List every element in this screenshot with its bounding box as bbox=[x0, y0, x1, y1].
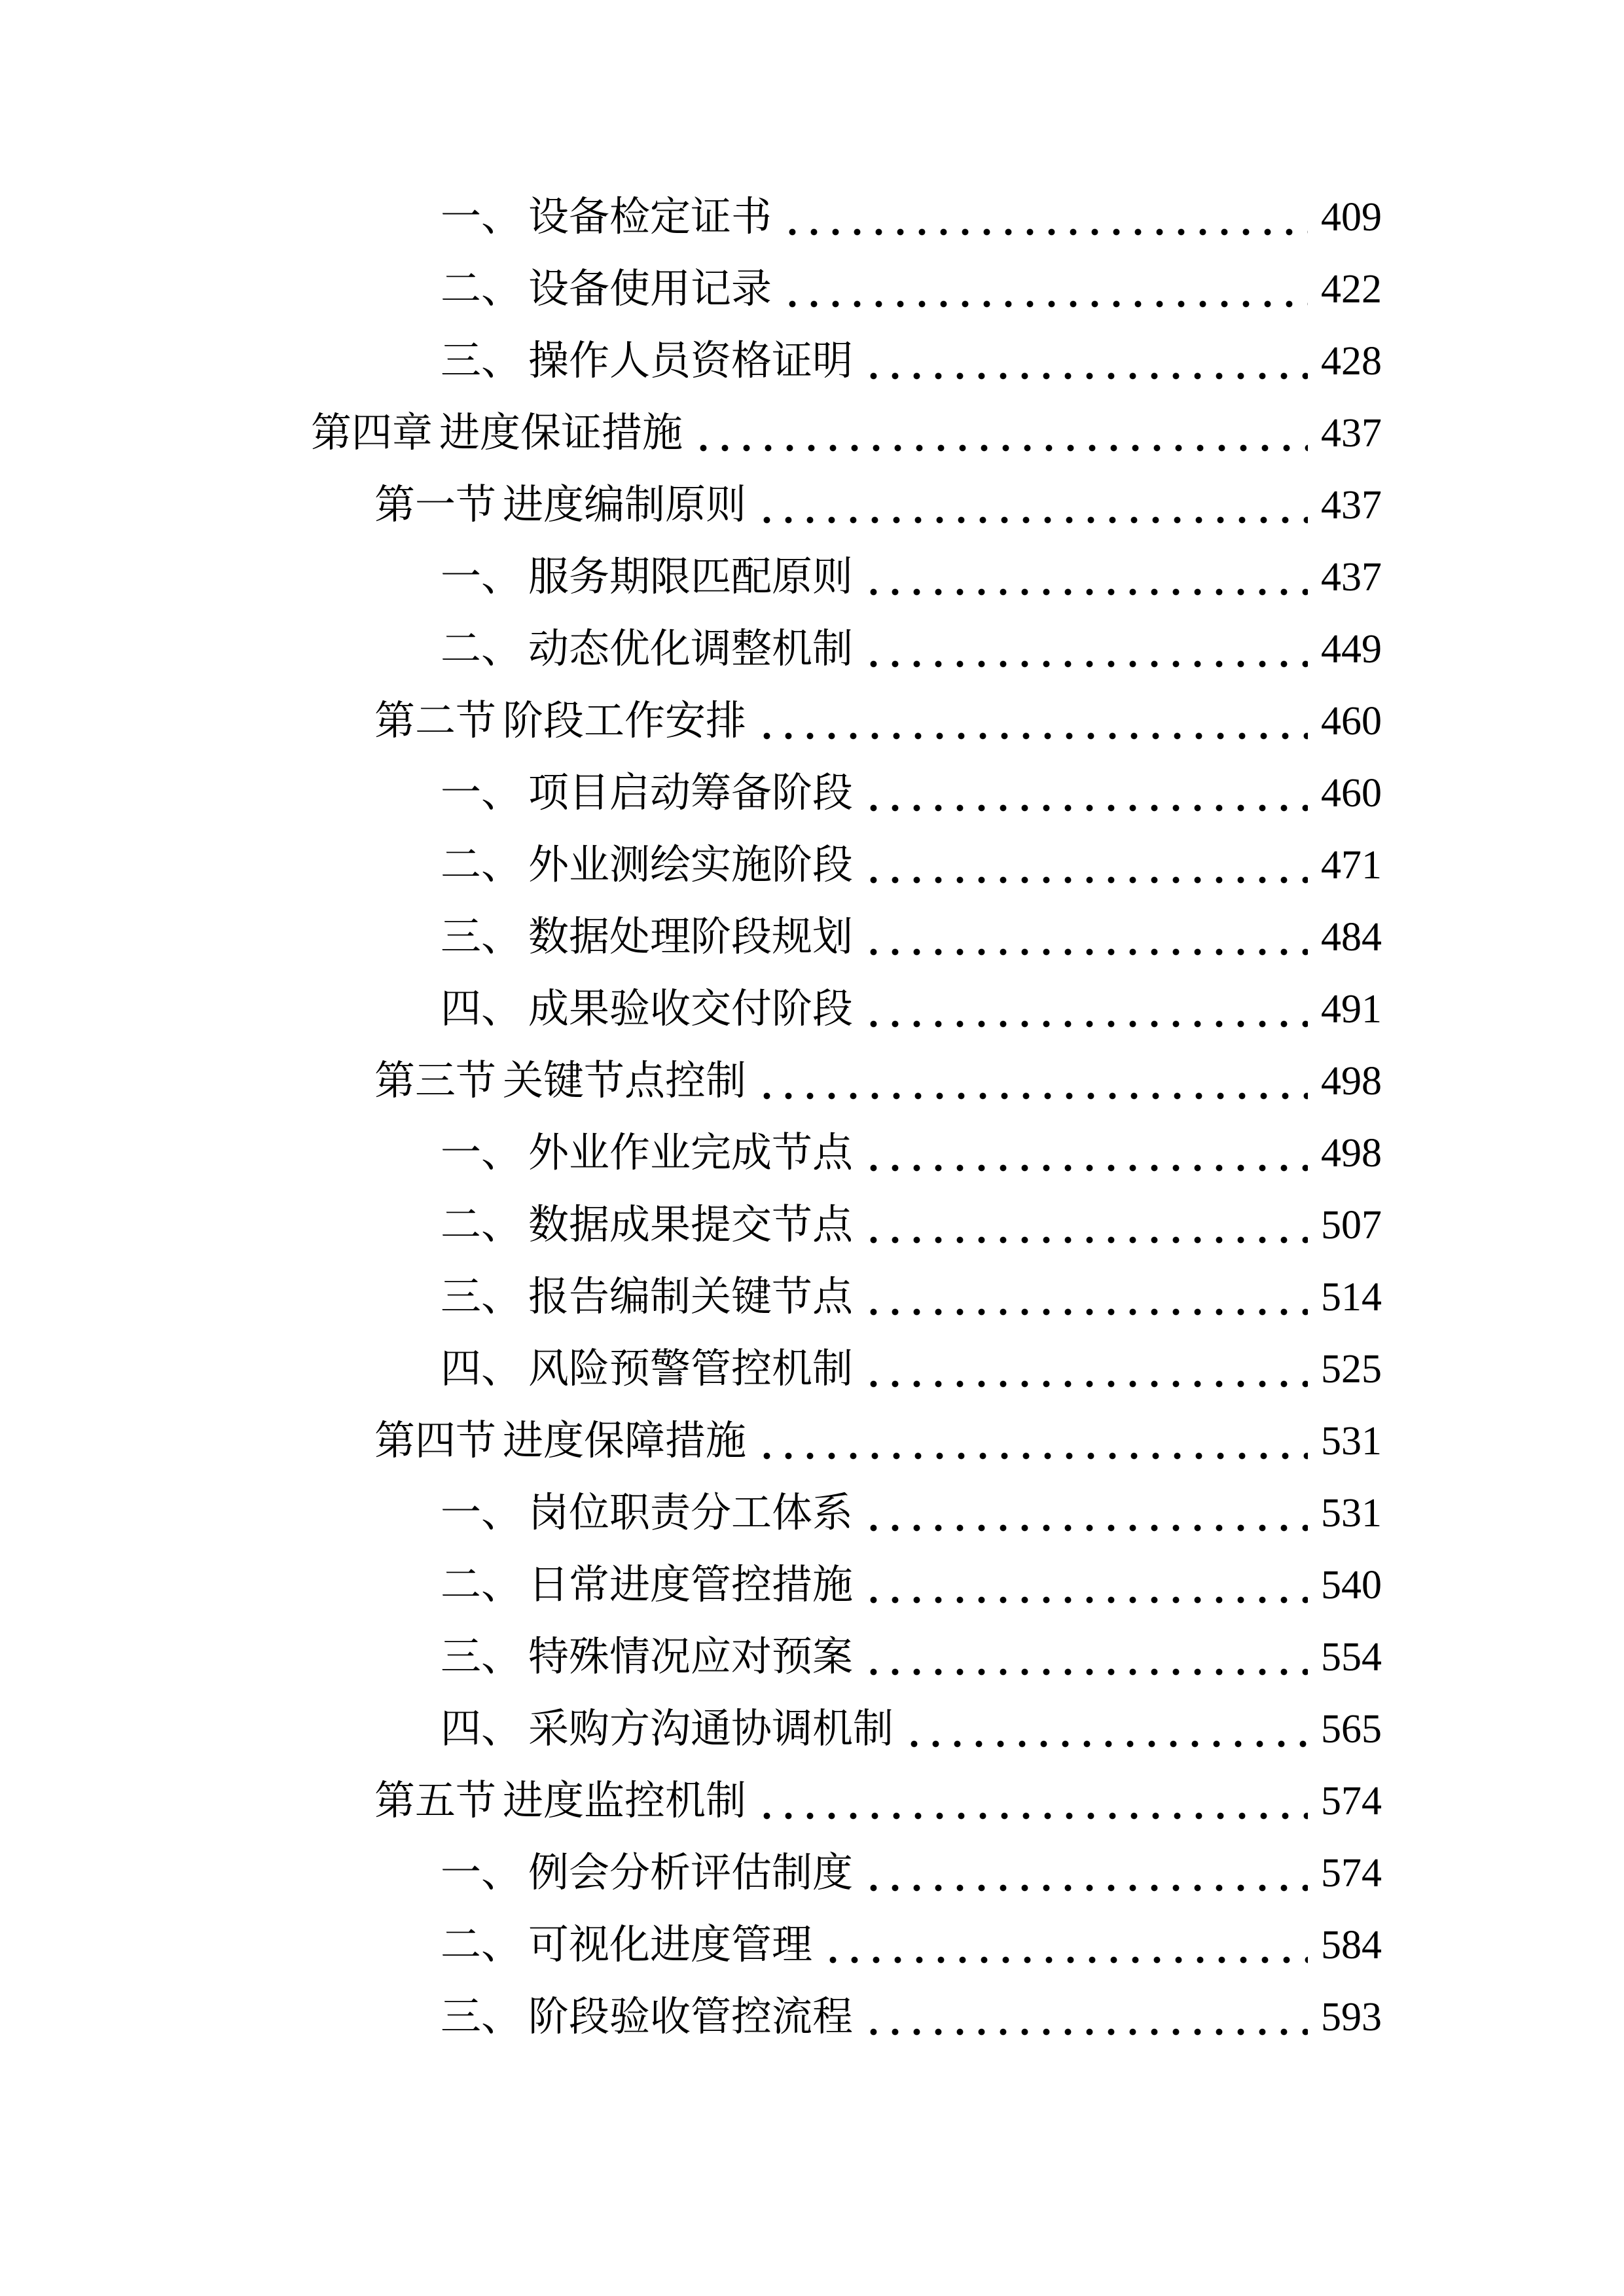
toc-page-number: 428 bbox=[1321, 339, 1382, 384]
toc-page-number: 584 bbox=[1321, 1923, 1382, 1967]
toc-page-number: 514 bbox=[1321, 1275, 1382, 1319]
toc-entry-number: 三、 bbox=[441, 1275, 522, 1319]
toc-entry-title: 阶段验收管控流程 bbox=[528, 1995, 854, 2039]
toc-entry[interactable] bbox=[311, 1621, 1382, 1693]
toc-entry-title: 关键节点控制 bbox=[503, 1059, 747, 1103]
toc-dot-leader bbox=[870, 876, 1308, 884]
toc-entry-number: 三、 bbox=[441, 1995, 522, 2039]
toc-page-number: 498 bbox=[1321, 1059, 1382, 1103]
toc-entry-number: 第一节 bbox=[374, 483, 497, 528]
toc-dot-leader bbox=[870, 660, 1308, 668]
toc-entry-number: 二、 bbox=[441, 1563, 522, 1607]
toc-entry-number: 第五节 bbox=[374, 1779, 497, 1823]
toc-dot-leader bbox=[870, 1236, 1308, 1244]
toc-entry-number: 二、 bbox=[441, 1203, 522, 1247]
toc-dot-leader bbox=[870, 1668, 1308, 1676]
toc-entry[interactable] bbox=[311, 901, 1382, 973]
toc-entry[interactable] bbox=[311, 1909, 1382, 1981]
toc-page-number: 531 bbox=[1321, 1491, 1382, 1535]
toc-dot-leader bbox=[911, 1740, 1308, 1748]
toc-entry-number: 一、 bbox=[441, 195, 522, 240]
toc-entry[interactable] bbox=[311, 757, 1382, 829]
toc-entry[interactable] bbox=[311, 1261, 1382, 1333]
toc-page-number: 437 bbox=[1321, 411, 1382, 456]
toc-entry-title: 进度监控机制 bbox=[503, 1779, 747, 1823]
toc-dot-leader bbox=[763, 1092, 1308, 1100]
toc-entry-number: 三、 bbox=[441, 339, 522, 384]
toc-dot-leader bbox=[829, 1956, 1308, 1964]
toc-entry-number: 二、 bbox=[441, 1923, 522, 1967]
toc-page-number: 484 bbox=[1321, 915, 1382, 960]
toc-page-number: 437 bbox=[1321, 483, 1382, 528]
toc-entry[interactable] bbox=[311, 253, 1382, 325]
toc-entry-number: 二、 bbox=[441, 267, 522, 312]
toc-entry-title: 设备检定证书 bbox=[528, 195, 772, 240]
toc-entry-number: 二、 bbox=[441, 627, 522, 672]
toc-entry[interactable] bbox=[311, 1405, 1382, 1477]
toc-entry-number: 第四节 bbox=[374, 1419, 497, 1463]
toc-entry-title: 项目启动筹备阶段 bbox=[528, 771, 854, 816]
toc-dot-leader bbox=[870, 1308, 1308, 1316]
toc-entry-number: 三、 bbox=[441, 1635, 522, 1679]
toc-page-number: 437 bbox=[1321, 555, 1382, 600]
toc-entry-title: 采购方沟通协调机制 bbox=[528, 1707, 894, 1751]
toc-entry[interactable] bbox=[311, 1693, 1382, 1765]
toc-entry[interactable] bbox=[311, 1333, 1382, 1405]
toc-page-number: 460 bbox=[1321, 771, 1382, 816]
toc-dot-leader bbox=[870, 1164, 1308, 1172]
toc-dot-leader bbox=[870, 588, 1308, 596]
toc-entry-title: 风险预警管控机制 bbox=[528, 1347, 854, 1391]
toc-dot-leader bbox=[763, 516, 1308, 524]
toc-entry[interactable] bbox=[311, 685, 1382, 757]
toc-entry[interactable] bbox=[311, 1549, 1382, 1621]
toc-page-number: 593 bbox=[1321, 1995, 1382, 2039]
toc-entry-title: 数据成果提交节点 bbox=[528, 1203, 854, 1247]
toc-page-number: 574 bbox=[1321, 1851, 1382, 1895]
toc-page-number: 422 bbox=[1321, 267, 1382, 312]
toc-entry-title: 进度编制原则 bbox=[503, 483, 747, 528]
toc-page-number: 507 bbox=[1321, 1203, 1382, 1247]
toc-page-number: 491 bbox=[1321, 987, 1382, 1031]
toc-dot-leader bbox=[700, 444, 1308, 452]
toc-entry-number: 一、 bbox=[441, 1491, 522, 1535]
toc-page-number: 449 bbox=[1321, 627, 1382, 672]
toc-dot-leader bbox=[870, 2028, 1308, 2036]
toc-entry-title: 成果验收交付阶段 bbox=[528, 987, 854, 1031]
toc-entry-title: 进度保证措施 bbox=[439, 411, 683, 456]
toc-entry-number: 第二节 bbox=[374, 699, 497, 744]
toc-page-number: 565 bbox=[1321, 1707, 1382, 1751]
toc-dot-leader bbox=[870, 804, 1308, 812]
toc-entry-number: 四、 bbox=[441, 987, 522, 1031]
toc-entry-title: 阶段工作安排 bbox=[503, 699, 747, 744]
toc-dot-leader bbox=[763, 1452, 1308, 1460]
toc-entry-title: 岗位职责分工体系 bbox=[528, 1491, 854, 1535]
toc-entry[interactable] bbox=[311, 973, 1382, 1045]
toc-entry[interactable] bbox=[311, 1117, 1382, 1189]
toc-entry[interactable] bbox=[311, 181, 1382, 253]
toc-entry[interactable] bbox=[311, 1837, 1382, 1909]
toc-page-number: 409 bbox=[1321, 195, 1382, 240]
toc-entry[interactable] bbox=[311, 829, 1382, 901]
toc-page-number: 540 bbox=[1321, 1563, 1382, 1607]
toc-entry-title: 外业测绘实施阶段 bbox=[528, 843, 854, 888]
toc-entry[interactable] bbox=[311, 1477, 1382, 1549]
table-of-contents bbox=[311, 181, 1382, 2053]
toc-entry-number: 四、 bbox=[441, 1347, 522, 1391]
toc-entry[interactable] bbox=[311, 469, 1382, 541]
toc-entry[interactable] bbox=[311, 397, 1382, 469]
toc-dot-leader bbox=[870, 1380, 1308, 1388]
toc-dot-leader bbox=[870, 948, 1308, 956]
toc-dot-leader bbox=[870, 372, 1308, 380]
toc-entry-title: 服务期限匹配原则 bbox=[528, 555, 854, 600]
toc-entry-title: 外业作业完成节点 bbox=[528, 1131, 854, 1175]
toc-entry-title: 特殊情况应对预案 bbox=[528, 1635, 854, 1679]
toc-entry-title: 数据处理阶段规划 bbox=[528, 915, 854, 960]
toc-entry-title: 可视化进度管理 bbox=[528, 1923, 813, 1967]
toc-entry[interactable] bbox=[311, 1765, 1382, 1837]
toc-entry-title: 日常进度管控措施 bbox=[528, 1563, 854, 1607]
toc-entry[interactable] bbox=[311, 325, 1382, 397]
toc-dot-leader bbox=[870, 1524, 1308, 1532]
toc-dot-leader bbox=[870, 1020, 1308, 1028]
toc-entry-number: 二、 bbox=[441, 843, 522, 888]
toc-page-number: 531 bbox=[1321, 1419, 1382, 1463]
toc-entry-title: 报告编制关键节点 bbox=[528, 1275, 854, 1319]
toc-entry-number: 第四章 bbox=[311, 411, 433, 456]
toc-page-number: 460 bbox=[1321, 699, 1382, 744]
toc-dot-leader bbox=[789, 300, 1308, 308]
toc-entry-number: 第三节 bbox=[374, 1059, 497, 1103]
toc-dot-leader bbox=[789, 228, 1308, 236]
toc-page-number: 471 bbox=[1321, 843, 1382, 888]
toc-page-number: 574 bbox=[1321, 1779, 1382, 1823]
toc-dot-leader bbox=[870, 1884, 1308, 1892]
toc-entry-title: 设备使用记录 bbox=[528, 267, 772, 312]
toc-dot-leader bbox=[763, 1812, 1308, 1820]
toc-page-number: 498 bbox=[1321, 1131, 1382, 1175]
toc-entry-number: 一、 bbox=[441, 1131, 522, 1175]
toc-entry-number: 一、 bbox=[441, 1851, 522, 1895]
toc-entry[interactable] bbox=[311, 1045, 1382, 1117]
toc-entry-number: 三、 bbox=[441, 915, 522, 960]
toc-entry-title: 动态优化调整机制 bbox=[528, 627, 854, 672]
toc-entry-title: 例会分析评估制度 bbox=[528, 1851, 854, 1895]
toc-entry-title: 操作人员资格证明 bbox=[528, 339, 854, 384]
toc-page-number: 554 bbox=[1321, 1635, 1382, 1679]
toc-entry[interactable] bbox=[311, 541, 1382, 613]
toc-dot-leader bbox=[870, 1596, 1308, 1604]
toc-entry-title: 进度保障措施 bbox=[503, 1419, 747, 1463]
toc-entry-number: 一、 bbox=[441, 771, 522, 816]
toc-page-number: 525 bbox=[1321, 1347, 1382, 1391]
toc-entry[interactable] bbox=[311, 1981, 1382, 2053]
toc-entry[interactable] bbox=[311, 613, 1382, 685]
toc-entry[interactable] bbox=[311, 1189, 1382, 1261]
toc-entry-number: 四、 bbox=[441, 1707, 522, 1751]
toc-dot-leader bbox=[763, 732, 1308, 740]
toc-entry-number: 一、 bbox=[441, 555, 522, 600]
